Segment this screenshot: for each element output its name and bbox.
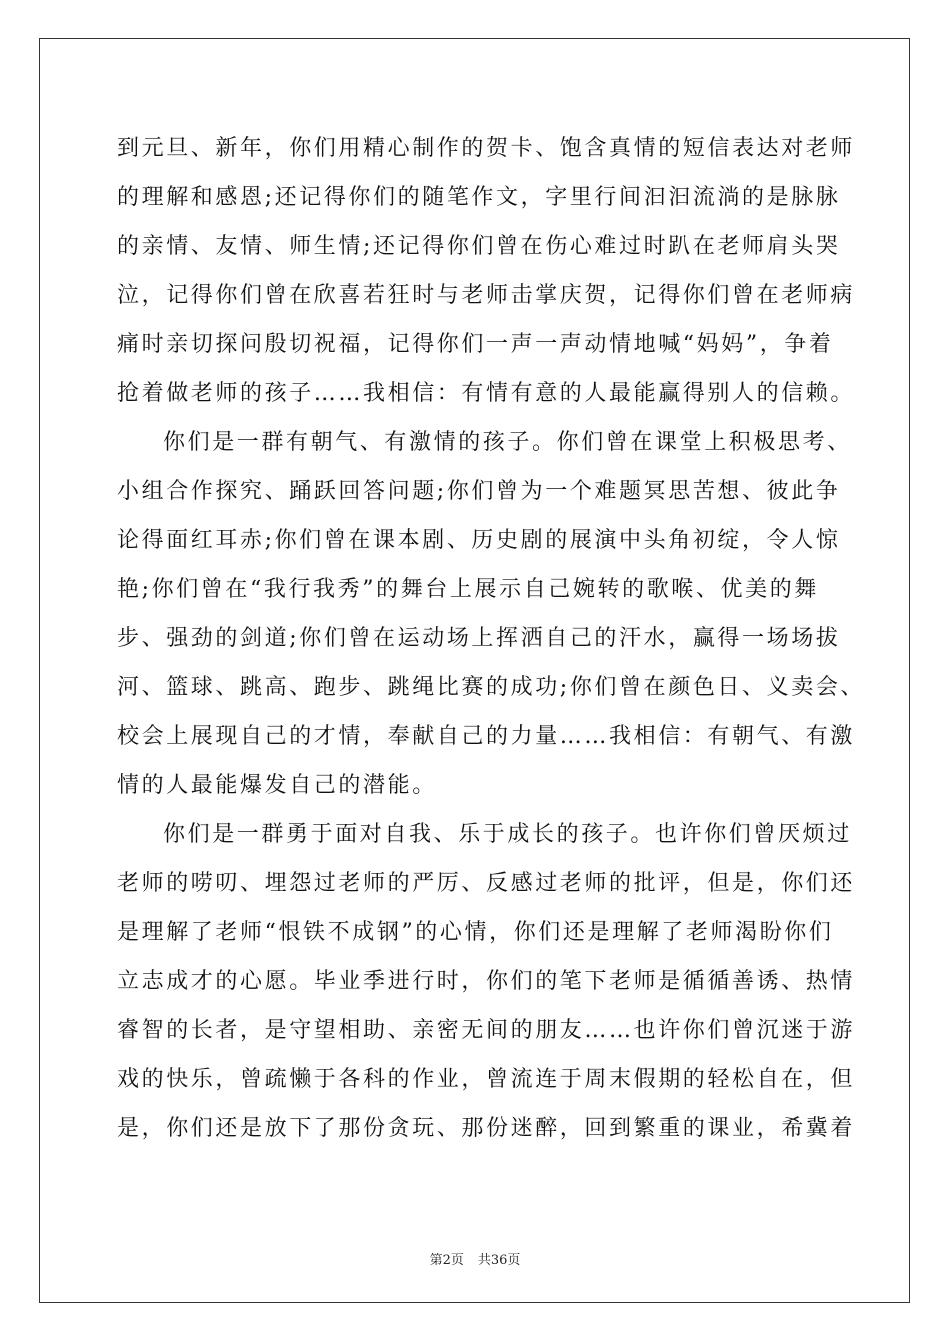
text-line: 小组合作探究、踊跃回答问题;你们曾为一个难题冥思苦想、彼此争	[117, 479, 841, 504]
text-line: 立志成才的心愿。毕业季进行时，你们的笔下老师是循循善诱、热情	[117, 969, 856, 994]
paragraph-first-line: 你们是一群勇于面对自我、乐于成长的孩子。也许你们曾厌烦过	[163, 822, 852, 847]
paragraph-first-line: 你们是一群有朝气、有激情的孩子。你们曾在课堂上积极思考、	[163, 430, 852, 455]
document-body	[117, 124, 866, 1153]
text-line: 校会上展现自己的才情，奉献自己的力量……我相信：有朝气、有激	[117, 724, 856, 749]
text-line: 情的人最能爆发自己的潜能。	[117, 773, 437, 798]
page-total: 共36页	[477, 1253, 521, 1268]
text-line: 的亲情、友情、师生情;还记得你们曾在伤心难过时趴在老师肩头哭	[117, 234, 841, 259]
page-footer	[0, 1249, 950, 1268]
page-number: 第2页	[429, 1253, 464, 1268]
text-line: 痛时亲切探问殷切祝福，记得你们一声一声动情地喊“妈妈”，争着	[117, 332, 834, 357]
text-line: 是理解了老师“恨铁不成钢”的心情，你们还是理解了老师渴盼你们	[117, 920, 834, 945]
text-line: 抢着做老师的孩子……我相信：有情有意的人最能赢得别人的信赖。	[117, 381, 856, 406]
text-line: 艳;你们曾在“我行我秀”的舞台上展示自己婉转的歌喉、优美的舞	[117, 577, 819, 602]
text-line: 步、强劲的剑道;你们曾在运动场上挥洒自己的汗水，赢得一场场拔	[117, 626, 841, 651]
text-line: 河、篮球、跳高、跑步、跳绳比赛的成功;你们曾在颜色日、义卖会、	[117, 675, 866, 700]
text-line: 的理解和感恩;还记得你们的随笔作文，字里行间汩汩流淌的是脉脉	[117, 185, 841, 210]
text-line: 睿智的长者，是守望相助、亲密无间的朋友……也许你们曾沉迷于游	[117, 1018, 856, 1043]
text-line: 是，你们还是放下了那份贪玩、那份迷醉，回到繁重的课业，希冀着	[117, 1116, 856, 1141]
text-line: 泣，记得你们曾在欣喜若狂时与老师击掌庆贺，记得你们曾在老师病	[117, 283, 856, 308]
text-line: 老师的唠叨、埋怨过老师的严厉、反感过老师的批评，但是，你们还	[117, 871, 856, 896]
text-line: 到元旦、新年，你们用精心制作的贺卡、饱含真情的短信表达对老师	[117, 136, 856, 161]
text-line: 论得面红耳赤;你们曾在课本剧、历史剧的展演中头角初绽，令人惊	[117, 528, 841, 553]
text-line: 戏的快乐，曾疏懒于各科的作业，曾流连于周末假期的轻松自在，但	[117, 1067, 856, 1092]
